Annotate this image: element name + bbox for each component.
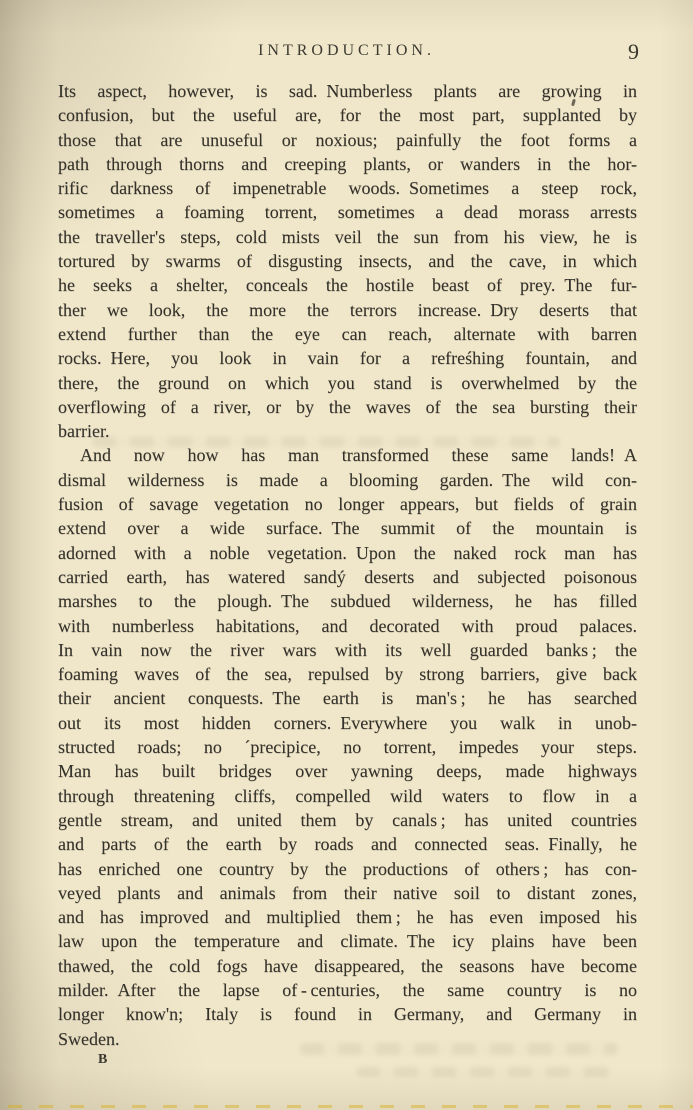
- text-line: And now how has man transformed these same lands! A: [80, 445, 637, 466]
- text-line: fusion of savage vegetation no longer appears, but fields of grain: [58, 494, 637, 515]
- text-line: and has improved and multiplied them ; he has even imposed his: [58, 907, 637, 928]
- text-line: their ancient conquests. The earth is man's ; he has searched: [58, 688, 637, 709]
- page-text: [58, 79, 637, 1051]
- text-line: rific darkness of impenetrable woods. Sometimes a steep rock,: [58, 178, 637, 199]
- text-line: has enriched one country by the productions of others ; has con-: [58, 858, 637, 879]
- text-line: the traveller's steps, cold mists veil the sun from his view, he is: [58, 226, 637, 247]
- page-number: 9: [628, 39, 639, 64]
- text-line: sometimes a foaming torrent, sometimes a dead morass arrests: [58, 202, 637, 223]
- text-line: adorned with a noble vegetation. Upon the naked rock man has: [58, 542, 637, 563]
- text-line: foaming waves of the sea, repulsed by strong barriers, give back: [58, 664, 637, 685]
- text-line: Man has built bridges over yawning deeps, made highways: [58, 761, 637, 782]
- text-line: structed roads; no ´precipice, no torrent, impedes your steps.: [58, 737, 637, 758]
- text-line: through threatening cliffs, compelled wild waters to flow in a: [58, 785, 637, 806]
- text-line: carried earth, has watered sandý deserts and subjected poisonous: [58, 566, 637, 587]
- page-showthrough: [300, 1043, 618, 1055]
- text-line: extend over a wide surface. The summit of the mountain is: [58, 518, 637, 539]
- text-line: tortured by swarms of disgusting insects, and the cave, in which: [58, 251, 637, 272]
- text-line: overflowing of a river, or by the waves of the sea bursting their: [58, 396, 637, 417]
- page-showthrough: [356, 1067, 612, 1077]
- text-line: path through thorns and creeping plants, or wanders in the hor-: [58, 153, 637, 174]
- page-showthrough: [92, 437, 560, 447]
- text-line: longer know'n; Italy is found in Germany, and Germany in: [58, 1004, 637, 1025]
- text-line: veyed plants and animals from their native soil to distant zones,: [58, 882, 637, 903]
- text-line: ther we look, the more the terrors increase. Dry deserts that: [58, 299, 637, 320]
- text-line: law upon the temperature and climate. The icy plains have been: [58, 931, 637, 952]
- text-line: gentle stream, and united them by canals ; has united countries: [58, 809, 637, 830]
- text-line: In vain now the river wars with its well guarded banks ; the: [58, 639, 637, 660]
- text-line: those that are unuseful or noxious; painfully the foot forms a: [58, 129, 637, 150]
- text-line: marshes to the plough. The subdued wilderness, he has filled: [58, 591, 637, 612]
- text-line: out its most hidden corners. Everywhere you walk in unob-: [58, 712, 637, 733]
- text-line: confusion, but the useful are, for the most part, supplanted by: [58, 105, 637, 126]
- text-line: there, the ground on which you stand is overwhelmed by the: [58, 372, 637, 393]
- text-line: he seeks a shelter, conceals the hostile beast of prey. The fur-: [58, 275, 637, 296]
- scan-edge-artifact: [0, 1105, 693, 1108]
- text-line: milder. After the lapse of - centuries, the same country is no: [58, 979, 637, 1000]
- text-line: barrier.: [58, 421, 110, 442]
- text-line: and parts of the earth by roads and connected seas. Finally, he: [58, 834, 637, 855]
- text-line: Its aspect, however, is sad. Numberless plants are growing in: [58, 81, 637, 101]
- text-line: extend further than the eye can reach, alternate with barren: [58, 323, 637, 344]
- paragraph: [58, 79, 637, 443]
- running-header: [0, 39, 693, 68]
- text-line: dismal wilderness is made a blooming garden. The wild con-: [58, 469, 637, 490]
- chapter-title: INTRODUCTION.: [258, 42, 435, 59]
- text-line: Sweden.: [58, 1028, 120, 1049]
- text-line: thawed, the cold fogs have disappeared, the seasons have become: [58, 955, 637, 976]
- signature-mark: B: [98, 1052, 109, 1067]
- paragraph: [58, 443, 637, 1050]
- text-line: rocks. Here, you look in vain for a refreśhing fountain, and: [58, 348, 637, 369]
- text-line: with numberless habitations, and decorated with proud palaces.: [58, 615, 637, 636]
